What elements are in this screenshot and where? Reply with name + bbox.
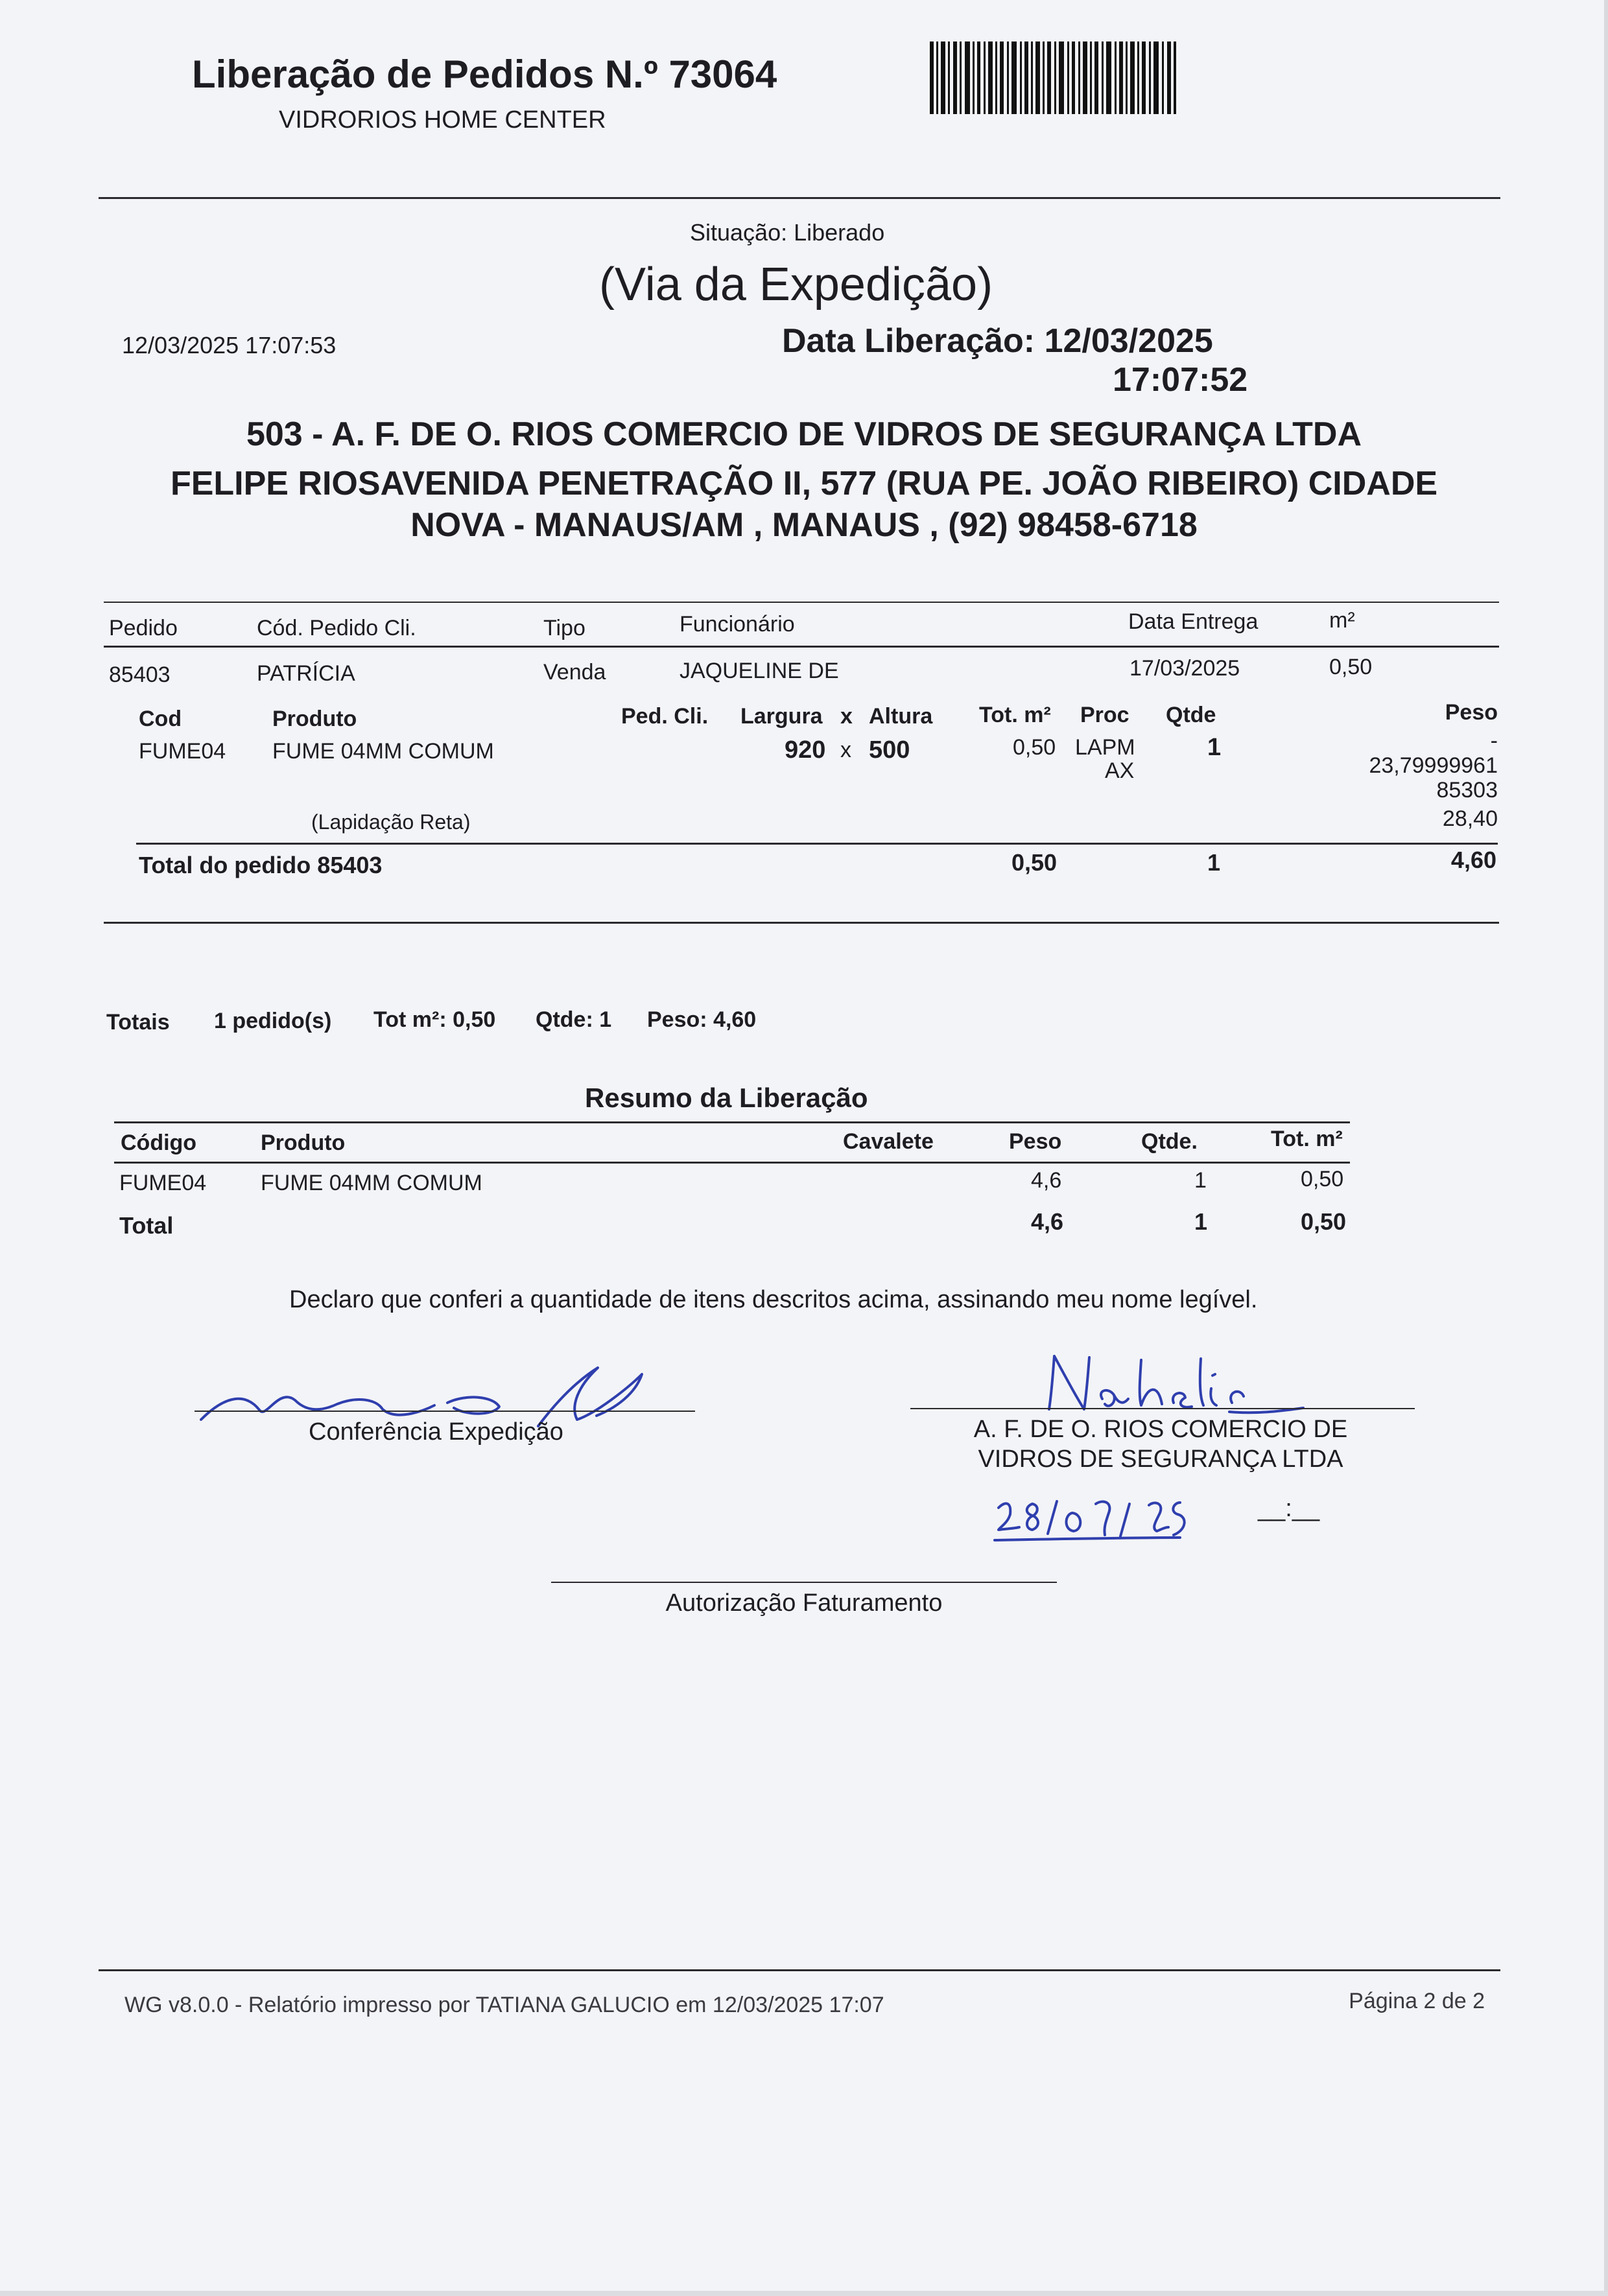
via-title: (Via da Expedição) — [599, 259, 993, 310]
handwritten-date — [986, 1475, 1258, 1547]
order-total-m2: 0,50 — [1011, 849, 1058, 876]
order-type: Venda — [543, 660, 606, 685]
client-address-line1: FELIPE RIOSAVENIDA PENETRAÇÃO II, 577 (RUA PE. JOÃO RIBEIRO) CIDADE — [170, 465, 1438, 502]
summary-col-cavalete: Cavalete — [843, 1129, 934, 1154]
item-code: FUME04 — [139, 739, 226, 764]
col-tipo: Tipo — [543, 616, 585, 640]
summary-col-tot-m2: Tot. m² — [1271, 1127, 1343, 1151]
client-address-line2: NOVA - MANAUS/AM , MANAUS , (92) 98458-6718 — [410, 506, 1198, 544]
totals-label: Totais — [106, 1010, 170, 1035]
item-col-qtde: Qtde — [1166, 703, 1216, 727]
authorization-line — [551, 1582, 1057, 1583]
scan-edge-right — [1604, 0, 1608, 2296]
header-divider — [99, 197, 1500, 199]
item-qty: 1 — [1207, 734, 1222, 761]
item-proc-2: AX — [1105, 758, 1135, 783]
col-m2: m² — [1329, 608, 1355, 633]
order-m2: 0,50 — [1329, 655, 1373, 679]
authorization-label: Autorização Faturamento — [665, 1589, 943, 1617]
order-number: 85403 — [109, 662, 171, 687]
footer-rule — [99, 1969, 1500, 1971]
summary-total-qty: 1 — [1194, 1208, 1208, 1235]
summary-col-peso: Peso — [1009, 1129, 1062, 1154]
release-time: 17:07:52 — [1113, 361, 1248, 399]
item-weight-ref: 85303 — [1436, 778, 1498, 802]
item-width: 920 — [785, 736, 826, 764]
item-col-altura: Altura — [869, 704, 933, 729]
status-text: Situação: Liberado — [690, 219, 885, 246]
footer-print-info: WG v8.0.0 - Relatório impresso por TATIANA GALUCIO em 12/03/2025 17:07 — [124, 1993, 884, 2017]
client-name: 503 - A. F. DE O. RIOS COMERCIO DE VIDROS DE SEGURANÇA LTDA — [246, 416, 1362, 453]
item-col-produto: Produto — [272, 707, 357, 731]
item-proc-1: LAPM — [1075, 735, 1135, 760]
col-funcionario: Funcionário — [680, 612, 795, 637]
client-signature-label-1: A. F. DE O. RIOS COMERCIO DE — [973, 1416, 1348, 1443]
summary-col-qtde: Qtde. — [1141, 1129, 1198, 1154]
item-weight-final: 28,40 — [1442, 806, 1498, 831]
item-col-x: x — [840, 704, 853, 729]
scan-edge-bottom — [0, 2291, 1608, 2296]
summary-code: FUME04 — [119, 1171, 207, 1195]
item-col-tot-m2: Tot. m² — [979, 703, 1051, 727]
summary-tot-m2: 0,50 — [1301, 1167, 1344, 1191]
company-name: VIDRORIOS HOME CENTER — [279, 106, 606, 134]
order-table-header-rule — [104, 646, 1499, 648]
declaration-text: Declaro que conferi a quantidade de itens descritos acima, assinando meu nome legível. — [289, 1286, 1258, 1313]
order-total-weight: 4,60 — [1450, 847, 1496, 873]
expedition-label: Conferência Expedição — [309, 1418, 563, 1446]
expedition-signature-line — [195, 1411, 695, 1412]
totals-m2: Tot m²: 0,50 — [373, 1007, 496, 1032]
document-title: Liberação de Pedidos N.º 73064 — [192, 53, 777, 96]
time-blank: __:__ — [1258, 1495, 1320, 1522]
item-note: (Lapidação Reta) — [311, 810, 471, 834]
item-col-proc: Proc — [1080, 703, 1129, 727]
item-col-cod: Cod — [139, 707, 182, 731]
order-delivery-date: 17/03/2025 — [1129, 656, 1240, 681]
item-tot-m2: 0,50 — [1013, 735, 1056, 760]
item-product: FUME 04MM COMUM — [272, 739, 494, 764]
col-cod-pedido-cli: Cód. Pedido Cli. — [257, 616, 416, 640]
totals-qty: Qtde: 1 — [536, 1007, 612, 1032]
client-signature-line — [910, 1408, 1415, 1409]
totals-orders: 1 pedido(s) — [214, 1009, 332, 1033]
summary-total-m2: 0,50 — [1301, 1208, 1347, 1235]
summary-header-rule — [114, 1162, 1350, 1164]
summary-col-codigo: Código — [121, 1130, 197, 1155]
item-col-peso: Peso — [1445, 700, 1498, 725]
item-weight-value: 23,79999961 — [1369, 753, 1498, 778]
order-total-rule — [136, 843, 1498, 845]
col-data-entrega: Data Entrega — [1128, 609, 1259, 634]
summary-weight: 4,6 — [1031, 1168, 1062, 1193]
summary-title: Resumo da Liberação — [585, 1083, 868, 1113]
item-col-largura: Largura — [740, 704, 823, 729]
summary-product: FUME 04MM COMUM — [261, 1171, 482, 1195]
item-times: x — [840, 738, 851, 762]
order-end-rule — [104, 922, 1499, 924]
client-signature-label-2: VIDROS DE SEGURANÇA LTDA — [978, 1446, 1343, 1473]
totals-weight: Peso: 4,60 — [647, 1007, 757, 1032]
item-height: 500 — [869, 736, 910, 764]
summary-total-weight: 4,6 — [1031, 1208, 1064, 1235]
printed-timestamp: 12/03/2025 17:07:53 — [122, 332, 337, 358]
summary-col-produto: Produto — [261, 1130, 346, 1155]
summary-top-rule — [114, 1121, 1350, 1123]
order-employee: JAQUELINE DE — [680, 659, 839, 683]
order-table-top-rule — [104, 602, 1499, 603]
page-number: Página 2 de 2 — [1349, 1989, 1485, 2013]
item-col-ped-cli: Ped. Cli. — [621, 704, 709, 729]
order-total-label: Total do pedido 85403 — [139, 852, 383, 878]
barcode — [930, 41, 1176, 114]
col-pedido: Pedido — [109, 616, 178, 640]
summary-total-label: Total — [119, 1212, 174, 1239]
release-date: Data Liberação: 12/03/2025 — [782, 322, 1213, 360]
summary-qty: 1 — [1194, 1168, 1207, 1193]
order-total-qty: 1 — [1207, 849, 1221, 876]
order-client-code: PATRÍCIA — [257, 661, 355, 686]
item-weight-dash: - — [1490, 729, 1498, 753]
